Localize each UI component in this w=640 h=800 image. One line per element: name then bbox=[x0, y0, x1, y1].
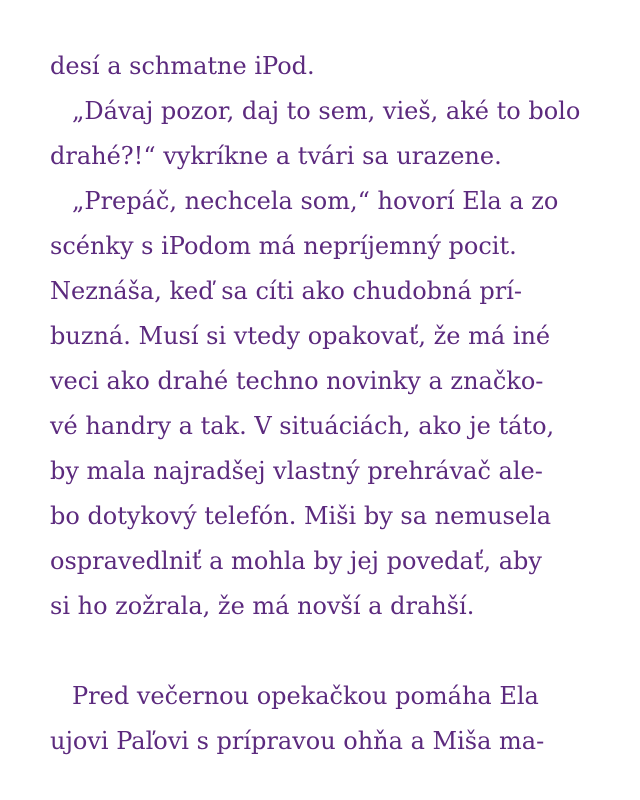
text-line: ujovi Paľovi s prípravou ohňa a Miša ma- bbox=[50, 727, 545, 755]
paragraph bbox=[50, 89, 610, 179]
text-line: buzná. Musí si vtedy opakovať, že má iné bbox=[50, 322, 551, 350]
paragraph bbox=[50, 44, 610, 89]
text-line: desí a schmatne iPod. bbox=[50, 52, 315, 80]
paragraph bbox=[50, 674, 610, 764]
text-line: by mala najradšej vlastný prehrávač ale- bbox=[50, 457, 543, 485]
text-line: si ho zožrala, že má novší a drahší. bbox=[50, 592, 475, 620]
text-line: scénky s iPodom má nepríjemný pocit. bbox=[50, 232, 517, 260]
text-line: Pred večernou opekačkou pomáha Ela bbox=[72, 682, 539, 710]
page-text bbox=[50, 44, 610, 764]
text-line: bo dotykový telefón. Miši by sa nemusela bbox=[50, 502, 552, 530]
text-line: vé handry a tak. V situáciách, ako je táto, bbox=[50, 412, 555, 440]
text-line: „Prepáč, nechcela som,“ hovorí Ela a zo bbox=[72, 187, 559, 215]
text-line: veci ako drahé techno novinky a značko- bbox=[50, 367, 544, 395]
paragraph-gap bbox=[50, 629, 610, 674]
text-line: Neznáša, keď sa cíti ako chudobná prí- bbox=[50, 277, 523, 305]
text-line: ospravedlniť a mohla by jej povedať, aby bbox=[50, 547, 542, 575]
paragraph bbox=[50, 179, 610, 629]
text-line: drahé?!“ vykríkne a tvári sa urazene. bbox=[50, 142, 502, 170]
text-line: „Dávaj pozor, daj to sem, vieš, aké to bolo bbox=[72, 97, 581, 125]
